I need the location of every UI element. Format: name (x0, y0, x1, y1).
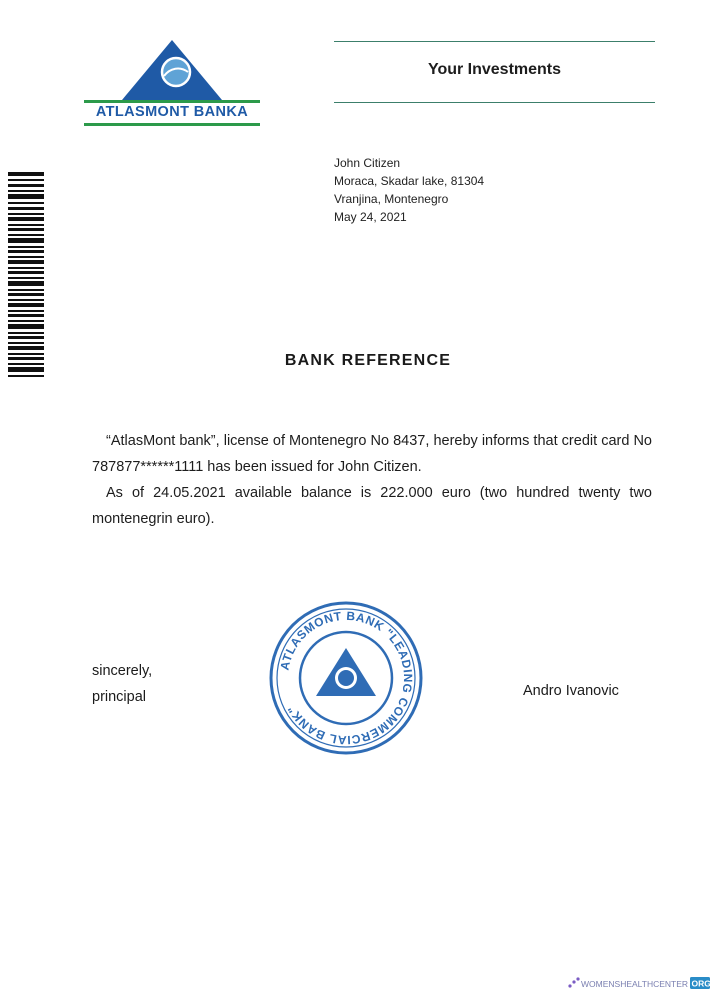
header-rule-top (334, 41, 655, 42)
watermark-suffix: ORG (691, 978, 711, 989)
document-body (92, 428, 652, 532)
header-rule-bottom (334, 102, 655, 103)
closing-text: sincerely, (92, 663, 153, 679)
closing-block (92, 658, 152, 710)
body-paragraph-1: “AtlasMont bank”, license of Montenegro No 8437, hereby informs that credit card No 787877******1111 has been issued for John Citizen. (92, 433, 652, 475)
logo-bar-top (84, 100, 260, 103)
watermark-text: WOMENSHEALTHCENTER (581, 979, 689, 989)
signer-name: Andro Ivanovic (523, 683, 619, 699)
letter-date: May 24, 2021 (334, 210, 407, 224)
barcode-icon (8, 172, 44, 380)
body-paragraph-2: As of 24.05.2021 available balance is 222.000 euro (two hundred twenty two montenegrin euro). (92, 485, 652, 527)
address-city: Vranjina, Montenegro (334, 192, 449, 206)
recipient-address (334, 154, 484, 226)
address-name: John Citizen (334, 156, 401, 170)
page-title: Your Investments (427, 61, 562, 78)
site-watermark (566, 975, 712, 991)
address-street: Moraca, Skadar lake, 81304 (334, 174, 485, 188)
bank-stamp-icon (268, 600, 424, 756)
document-heading: BANK REFERENCE (284, 352, 452, 369)
signer-role: principal (92, 689, 146, 705)
logo-bar-bottom (84, 123, 260, 126)
svg-text:ATLASMONT BANK "LEADING COMMER: ATLASMONT BANK "LEADING COMMERCIAL BANK" (277, 608, 416, 748)
logo-wordmark: ATLASMONT BANKA (95, 104, 249, 120)
